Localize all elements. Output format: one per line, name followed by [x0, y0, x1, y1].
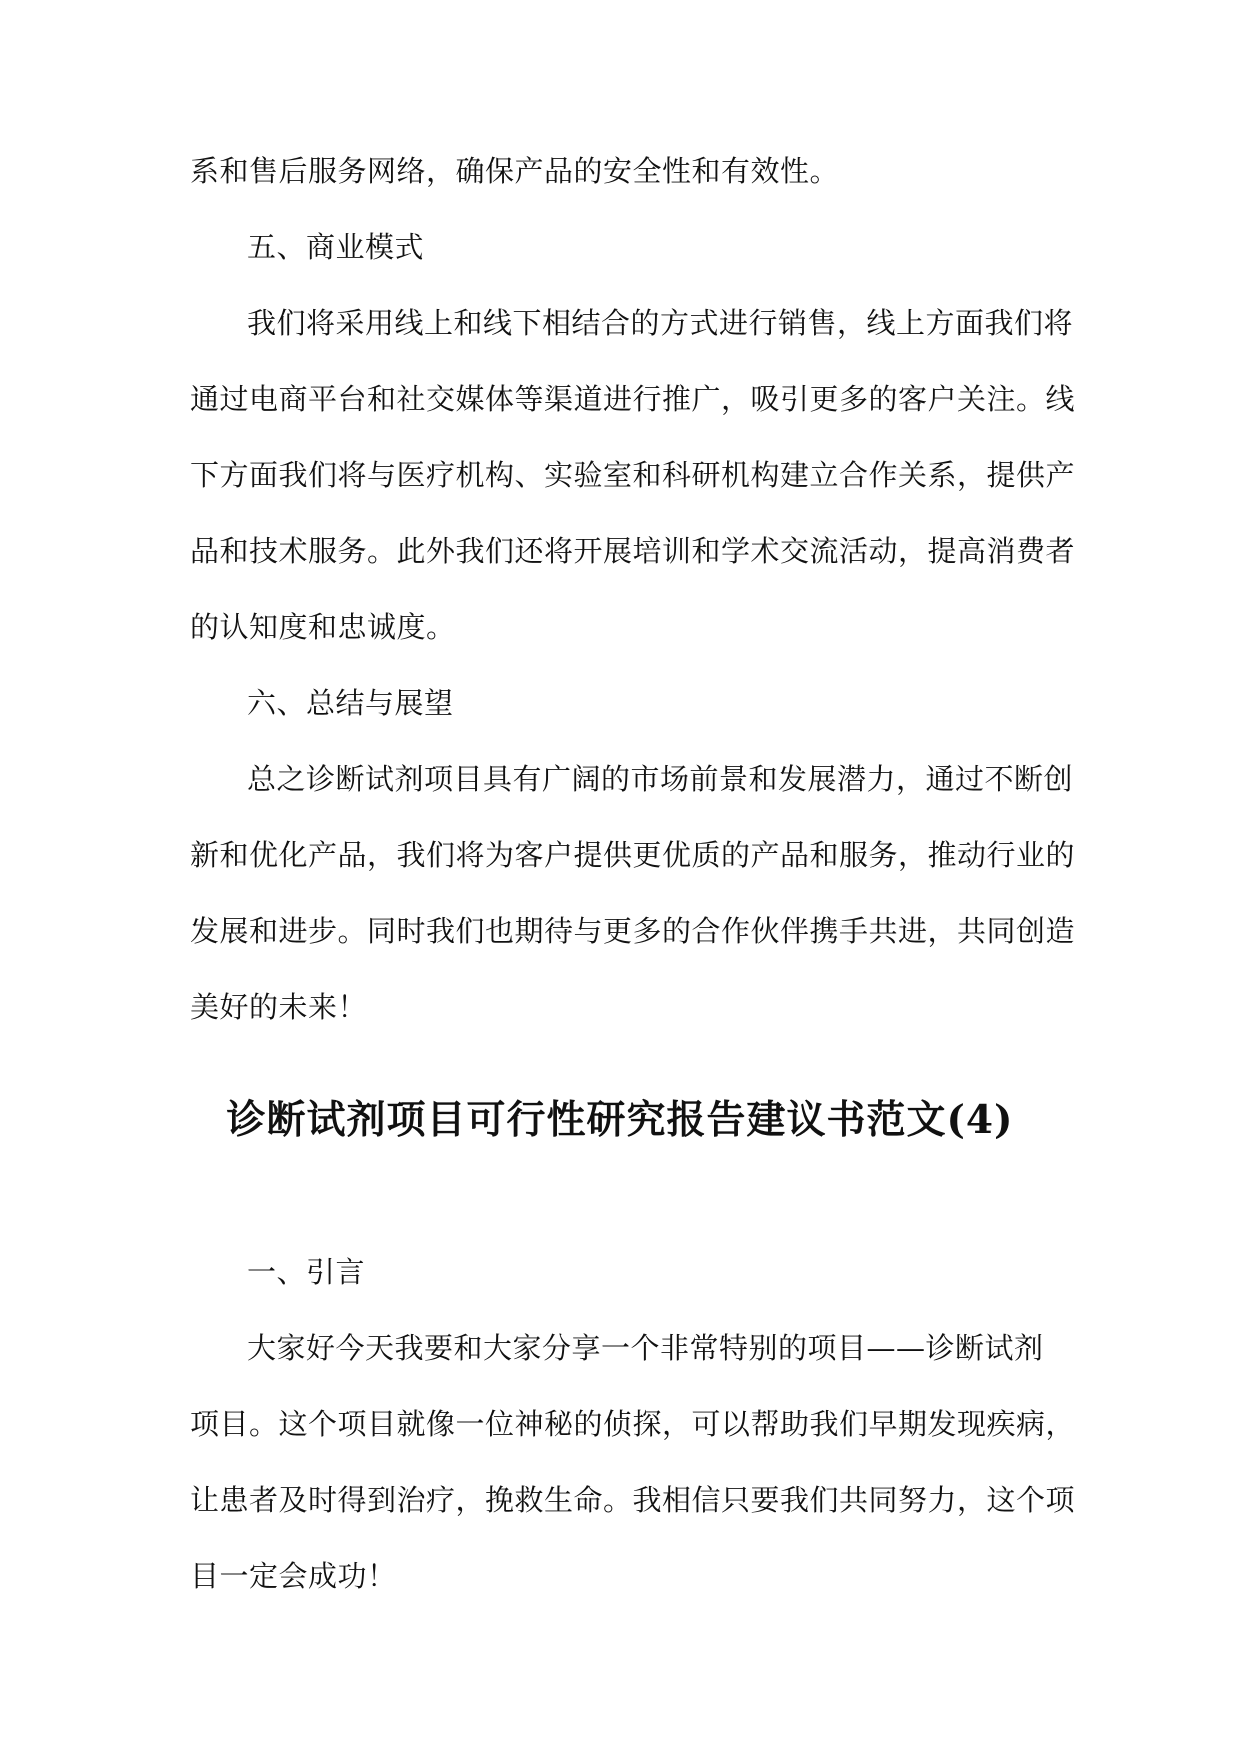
paragraph-line: 下方面我们将与医疗机构、实验室和科研机构建立合作关系，提供产	[190, 458, 1076, 492]
paragraph-line: 大家好今天我要和大家分享一个非常特别的项目——诊断试剂	[247, 1331, 1044, 1365]
section-heading-introduction: 一、引言	[247, 1255, 366, 1289]
paragraph-line: 品和技术服务。此外我们还将开展培训和学术交流活动，提高消费者	[190, 534, 1076, 568]
document-title: 诊断试剂项目可行性研究报告建议书范文(4)	[226, 1097, 1014, 1143]
section-heading-business-model: 五、商业模式	[247, 230, 425, 264]
paragraph-line: 项目。这个项目就像一位神秘的侦探，可以帮助我们早期发现疾病，	[190, 1407, 1076, 1441]
paragraph-line: 总之诊断试剂项目具有广阔的市场前景和发展潜力，通过不断创	[247, 762, 1074, 796]
paragraph-line: 目一定会成功！	[190, 1559, 397, 1593]
paragraph-line: 系和售后服务网络，确保产品的安全性和有效性。	[190, 154, 840, 188]
section-heading-summary: 六、总结与展望	[247, 686, 454, 720]
paragraph-line: 我们将采用线上和线下相结合的方式进行销售，线上方面我们将	[247, 306, 1074, 340]
paragraph-line: 新和优化产品，我们将为客户提供更优质的产品和服务，推动行业的	[190, 838, 1076, 872]
paragraph-line: 让患者及时得到治疗，挽救生命。我相信只要我们共同努力，这个项	[190, 1483, 1076, 1517]
paragraph-line: 美好的未来！	[190, 990, 368, 1024]
paragraph-line: 通过电商平台和社交媒体等渠道进行推广，吸引更多的客户关注。线	[190, 382, 1076, 416]
paragraph-line: 发展和进步。同时我们也期待与更多的合作伙伴携手共进，共同创造	[190, 914, 1076, 948]
paragraph-line: 的认知度和忠诚度。	[190, 610, 456, 644]
